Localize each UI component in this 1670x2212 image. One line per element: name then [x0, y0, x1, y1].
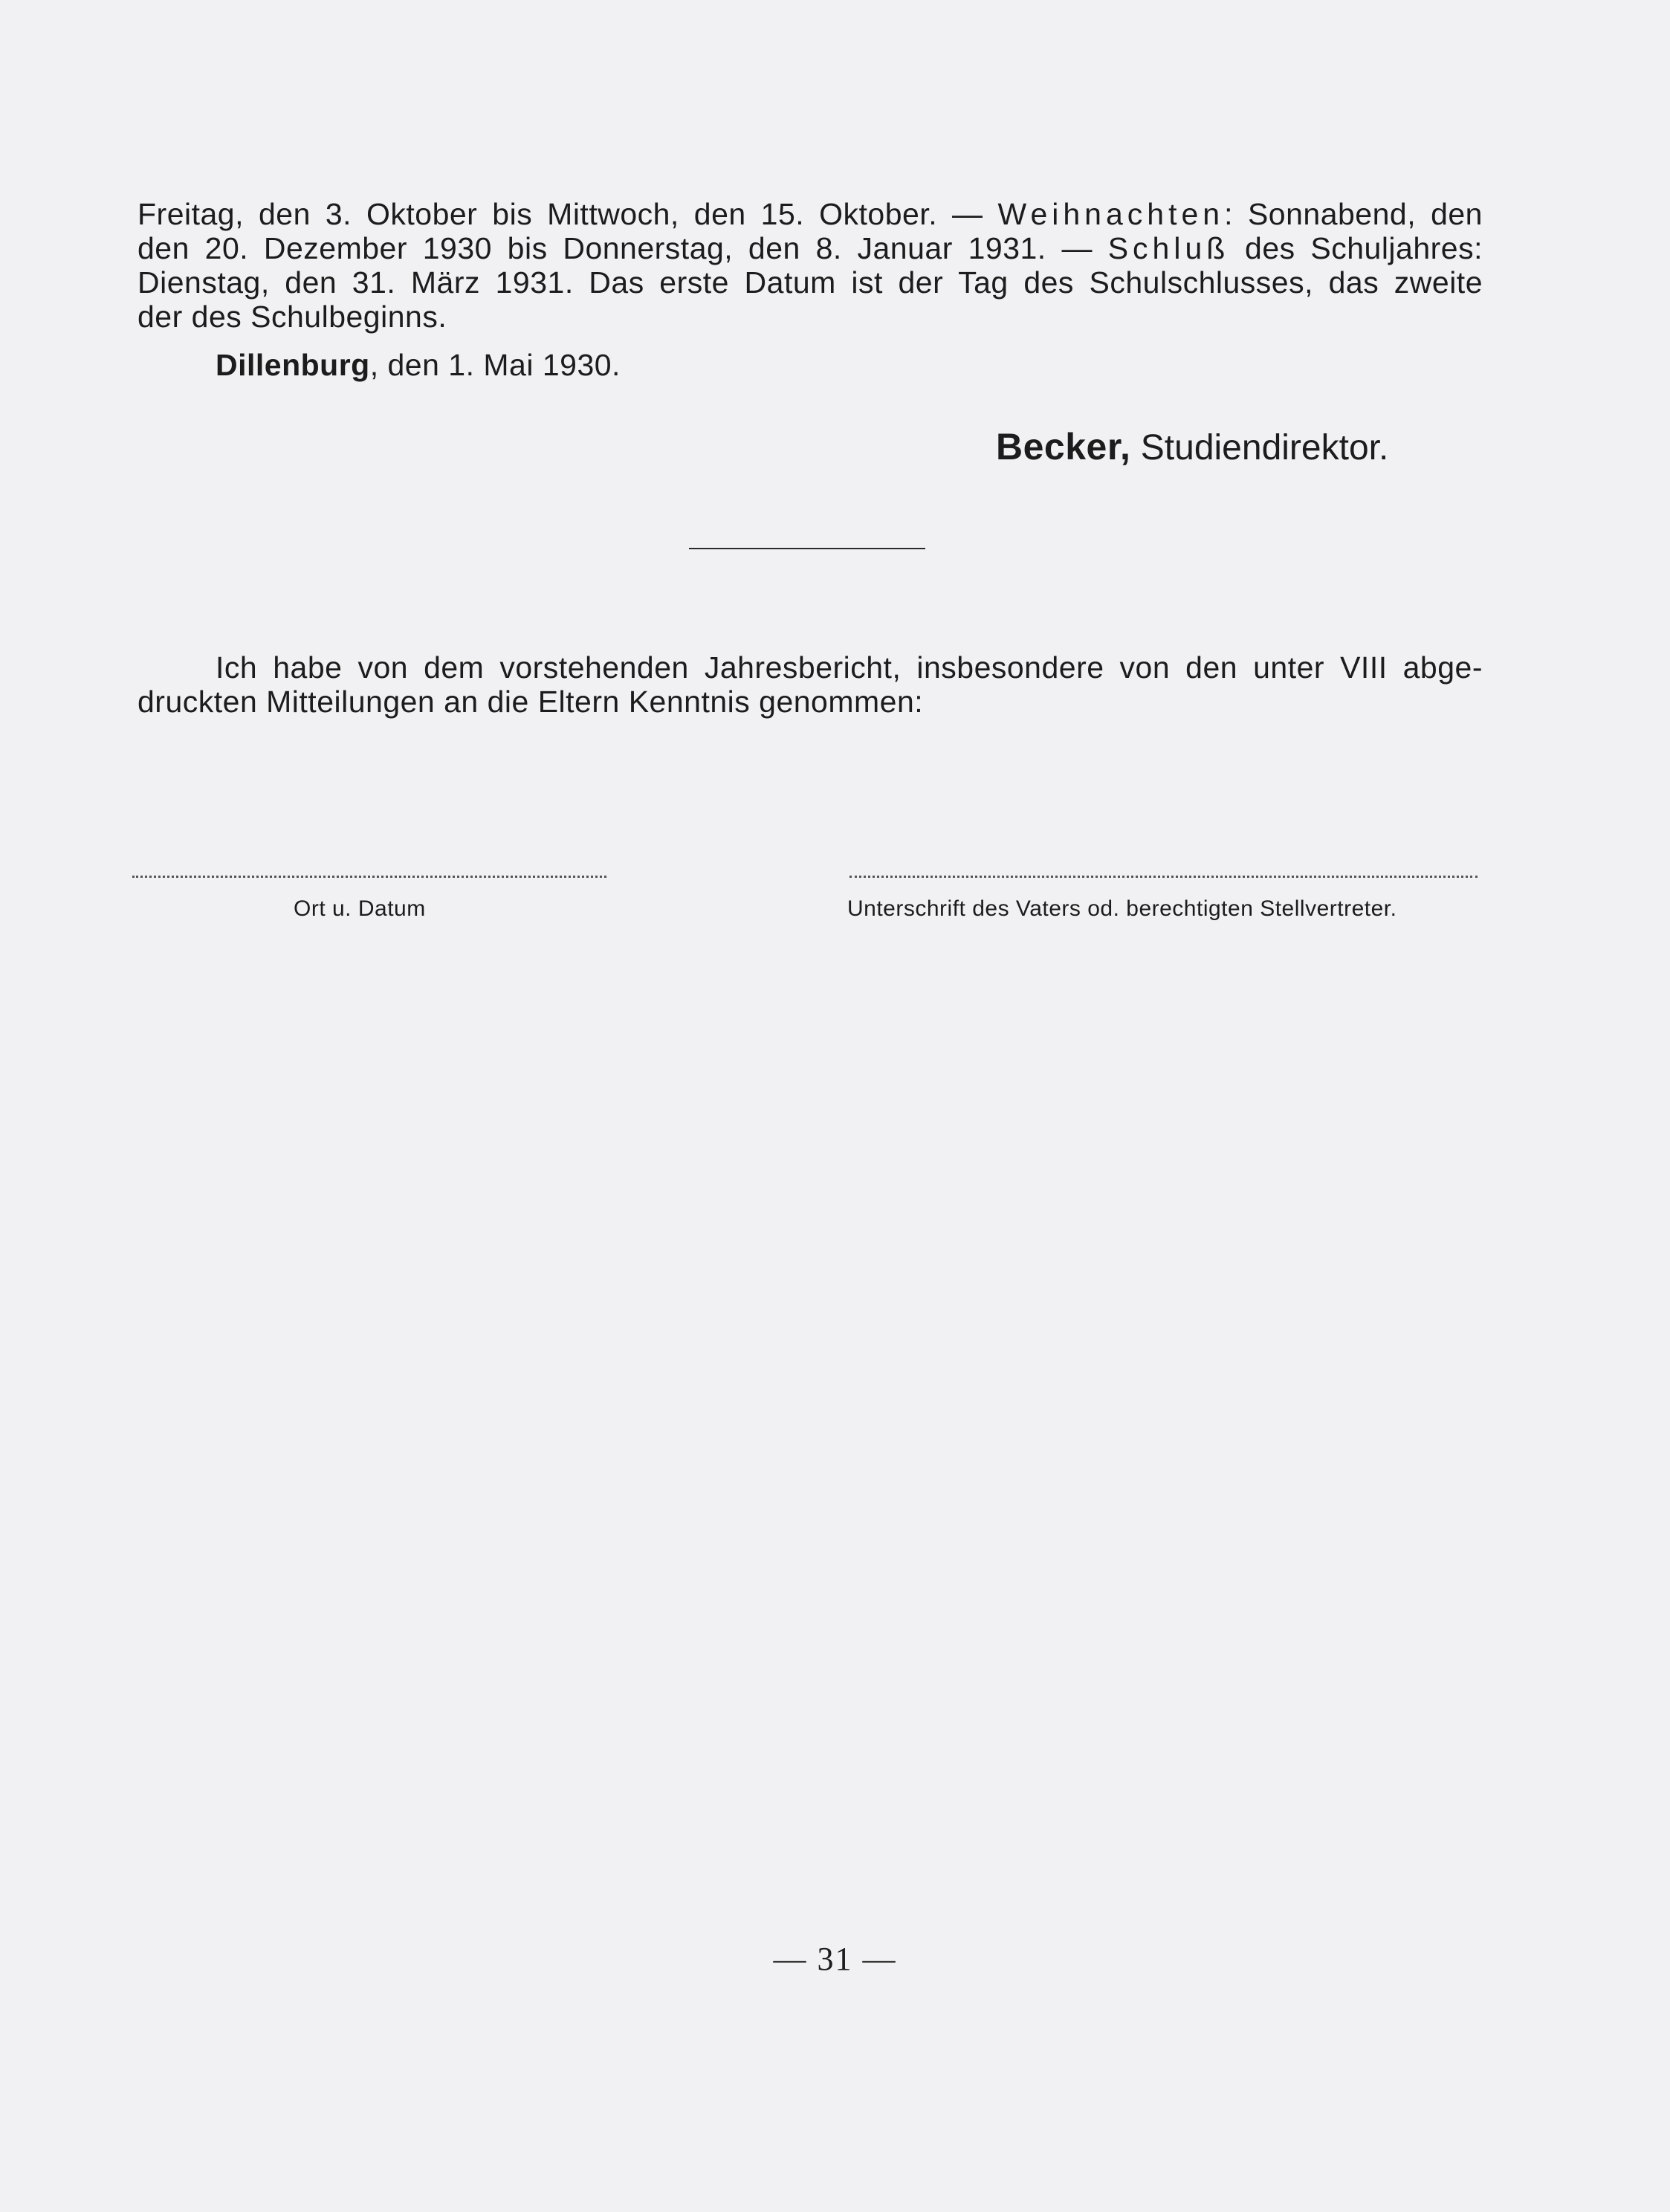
holiday-text: den 20. Dezember 1930 bis Donnerstag, den 8. Januar 1931. — — [137, 231, 1108, 265]
holiday-line-4: der des Schulbeginns. — [137, 300, 447, 334]
dateline — [216, 348, 621, 382]
holiday-text: Freitag, den 3. Oktober bis Mittwoch, den 15. Oktober. — — [137, 197, 998, 231]
holiday-line-2 — [137, 231, 1483, 265]
holiday-line-1 — [137, 197, 1483, 231]
signer-name: Becker, — [996, 426, 1131, 468]
acknowledgement-line-2: druckten Mitteilungen an die Eltern Kenntnis genommen: — [137, 685, 924, 719]
holiday-line-3: Dienstag, den 31. März 1931. Das erste Datum ist der Tag des Schulschlusses, das zweite — [137, 265, 1483, 300]
dateline-place: Dillenburg — [216, 348, 370, 382]
place-date-caption: Ort u. Datum — [294, 896, 426, 921]
acknowledgement-line-1: Ich habe von dem vorstehenden Jahresbericht, insbesondere von den unter VIII abge- — [216, 650, 1483, 685]
signer-title: Studiendirektor. — [1130, 428, 1389, 468]
holiday-paragraph — [137, 197, 1483, 334]
section-divider — [689, 548, 925, 549]
holiday-term-schluss: Schluß — [1107, 231, 1230, 265]
signature-caption: Unterschrift des Vaters od. berechtigten Stellvertreter. — [847, 896, 1397, 921]
signature-line — [849, 876, 1478, 878]
page-number: — 31 — — [773, 1941, 897, 1977]
acknowledgement-paragraph — [137, 650, 1483, 719]
holiday-text: des Schuljahres: — [1229, 231, 1483, 265]
dateline-date: , den 1. Mai 1930. — [369, 348, 621, 382]
place-date-line — [132, 876, 606, 878]
holiday-term-weihnachten: Weihnachten — [997, 197, 1225, 231]
signature-block — [996, 427, 1388, 468]
holiday-text: : Sonnabend, den — [1224, 197, 1483, 231]
